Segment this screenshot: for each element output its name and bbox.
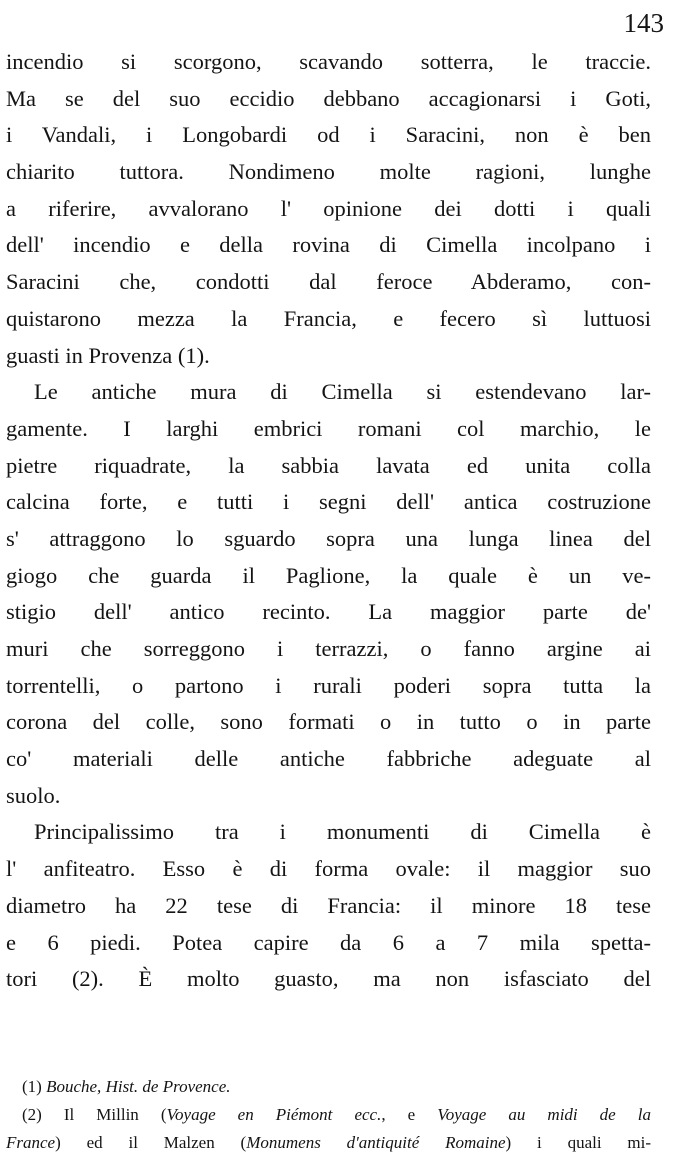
text-line: torrentelli, o partono i rurali poderi sopra tutta la [6, 672, 651, 698]
text-line: incendio si scorgono, scavando sotterra, le traccie. [6, 49, 651, 74]
text-line: Principalissimo tra i monumenti di Cimella è [34, 819, 651, 845]
text-line: chiarito tuttora. Nondimeno molte ragioni, lunghe [6, 159, 651, 185]
footnote-title: Voyage en Piémont ecc. [166, 1105, 382, 1124]
text-line: stigio dell' antico recinto. La maggior parte de' [6, 599, 651, 625]
footnotes [6, 1073, 651, 1157]
page-number: 143 [623, 8, 664, 38]
text-line: Le antiche mura di Cimella si estendevano lar- [34, 379, 651, 405]
footnote-title: Hist. de Provence. [105, 1077, 231, 1096]
footnote-title: France [6, 1133, 56, 1152]
text-line: quistarono mezza la Francia, e fecero sì luttuosi [6, 305, 651, 331]
text-line: i Vandali, i Longobardi od i Saracini, non è ben [6, 122, 651, 148]
text-line: giogo che guarda il Paglione, la quale è un ve- [6, 562, 651, 588]
footnote-2 [6, 1101, 651, 1129]
text-line: pietre riquadrate, la sabbia lavata ed unita colla [6, 452, 651, 478]
text-line: a riferire, avvalorano l' opinione dei dotti i quali [6, 195, 651, 221]
footnote-2-continued [6, 1129, 651, 1157]
text-line: suolo. [6, 782, 61, 808]
footnote-title: Monumens d'antiquité Romaine [246, 1133, 506, 1152]
text-line: tori (2). È molto guasto, ma non isfasciato del [6, 966, 651, 992]
footnote-author: Bouche, [46, 1077, 102, 1096]
footnote-text: , e [381, 1105, 416, 1124]
text-line: corona del colle, sono formati o in tutto o in parte [6, 709, 651, 735]
footnote-text: Il Millin ( [63, 1105, 167, 1124]
text-line: dell' incendio e della rovina di Cimella incolpano i [6, 232, 651, 258]
footnote-marker: (1) [22, 1077, 42, 1096]
text-line: gamente. I larghi embrici romani col marchio, le [6, 415, 651, 441]
text-line: Ma se del suo eccidio debbano accagionarsi i Goti, [6, 85, 651, 111]
body-text [6, 44, 651, 998]
text-line: l' anfiteatro. Esso è di forma ovale: il maggior suo [6, 856, 651, 882]
text-line: e 6 piedi. Potea capire da 6 a 7 mila spetta- [6, 929, 651, 955]
footnote-marker: (2) [22, 1105, 42, 1124]
text-line: calcina forte, e tutti i segni dell' antica costruzione [6, 489, 651, 515]
text-line: Saracini che, condotti dal feroce Abderamo, con- [6, 269, 651, 295]
text-line: s' attraggono lo sguardo sopra una lunga linea del [6, 525, 651, 551]
footnote-1 [6, 1073, 651, 1101]
text-line: muri che sorreggono i terrazzi, o fanno argine ai [6, 636, 651, 661]
text-line: diametro ha 22 tese di Francia: il minore 18 tese [6, 892, 651, 918]
footnote-title: Voyage au midi de la [437, 1105, 651, 1124]
footnote-text: ) ed il Malzen ( [55, 1133, 247, 1152]
text-line: co' materiali delle antiche fabbriche adeguate al [6, 746, 651, 772]
text-line: guasti in Provenza (1). [6, 342, 210, 368]
footnote-text: ) i quali mi- [505, 1133, 652, 1152]
